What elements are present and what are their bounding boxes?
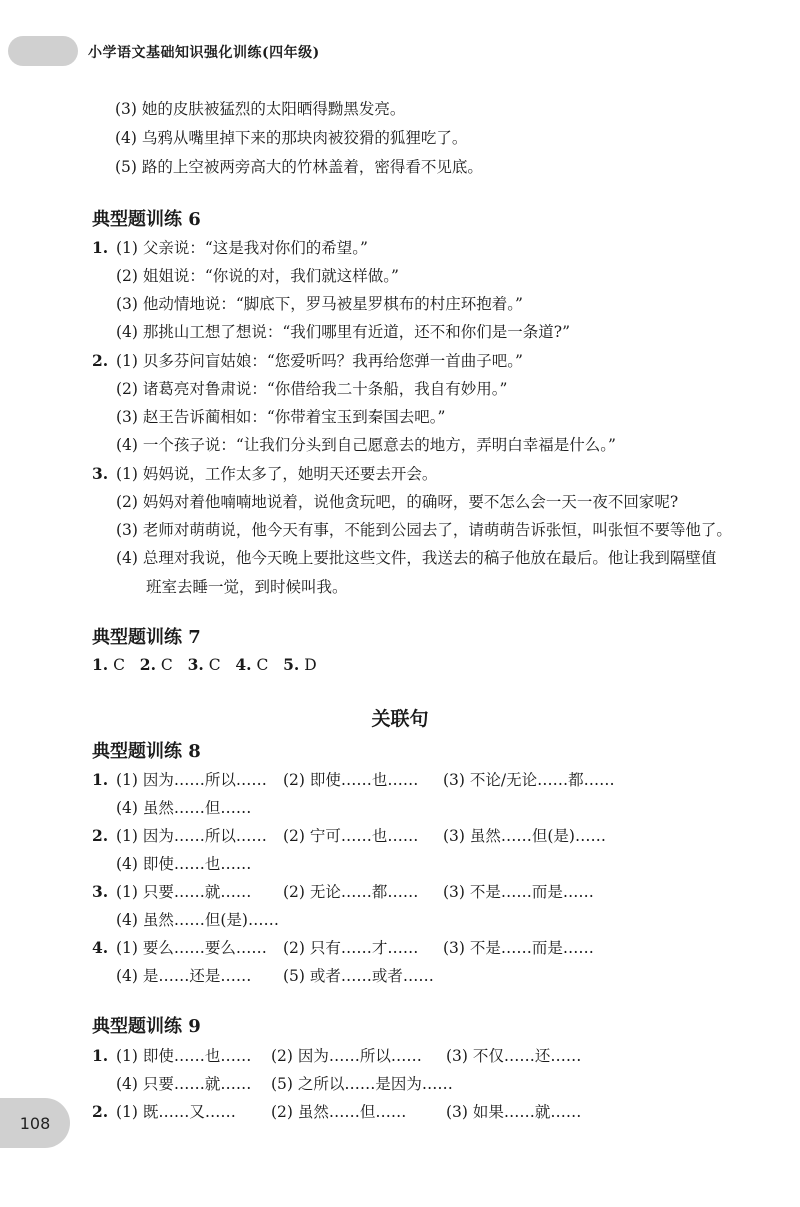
section-title: 典型题训练 8 (92, 741, 201, 762)
page-header-title: 小学语文基础知识强化训练(四年级) (88, 45, 320, 61)
section-title: 典型题训练 6 (92, 209, 201, 230)
intro-item: (4) 乌鸦从嘴里掉下来的那块肉被狡猾的狐狸吃了。 (115, 129, 468, 147)
question-line: (4) 总理对我说，他今天晚上要批这些文件，我送去的稿子他放在最后。他让我到隔壁值 (116, 549, 717, 567)
question-line: 1. (1) 即使……也…… (2) 因为……所以…… (3) 不仅……还…… (92, 1046, 582, 1065)
answer-item: 4. C (235, 655, 269, 674)
section-title: 典型题训练 7 (92, 627, 201, 648)
question-line: (4) 只要……就…… (5) 之所以……是因为…… (116, 1075, 453, 1093)
question-line: (3) 老师对萌萌说，他今天有事，不能到公园去了，请萌萌告诉张恒，叫张恒不要等他了。 (116, 521, 732, 539)
answer-item: 2. C (139, 655, 173, 674)
question-line: (4) 是……还是…… (5) 或者……或者…… (116, 967, 434, 985)
answer-item: 1. C (92, 655, 125, 674)
chapter-title: 关联句 (371, 708, 429, 730)
intro-item: (3) 她的皮肤被猛烈的太阳晒得黝黑发亮。 (115, 100, 406, 118)
question-line: (4) 虽然……但…… (116, 799, 252, 817)
question-line: (2) 诸葛亮对鲁肃说：“你借给我二十条船，我自有妙用。” (116, 380, 508, 398)
question-line: 1. (1) 因为……所以…… (2) 即使……也…… (3) 不论/无论……都…… (92, 770, 615, 789)
intro-item: (5) 路的上空被两旁高大的竹林盖着，密得看不见底。 (115, 158, 483, 176)
page-number: 108 (0, 1098, 70, 1148)
answer-item: 5. D (283, 655, 317, 674)
question-line: 2. (1) 既……又…… (2) 虽然……但…… (3) 如果……就…… (92, 1102, 582, 1121)
answer-row (92, 654, 317, 676)
question-line: (2) 姐姐说：“你说的对，我们就这样做。” (116, 267, 399, 285)
question-line: 1. (1) 父亲说：“这是我对你们的希望。” (92, 238, 368, 257)
question-line: 4. (1) 要么……要么…… (2) 只有……才…… (3) 不是……而是…… (92, 938, 594, 957)
question-line: (4) 虽然……但(是)…… (116, 911, 279, 929)
answer-item: 3. C (187, 655, 221, 674)
question-line: 3. (1) 只要……就…… (2) 无论……都…… (3) 不是……而是…… (92, 882, 594, 901)
question-line: 2. (1) 因为……所以…… (2) 宁可……也…… (3) 虽然……但(是)…… (92, 826, 606, 845)
question-line: 3. (1) 妈妈说，工作太多了，她明天还要去开会。 (92, 464, 438, 483)
question-line: (3) 他动情地说：“脚底下，罗马被星罗棋布的村庄环抱着。” (116, 295, 523, 313)
question-line: 2. (1) 贝多芬问盲姑娘：“您爱听吗？我再给您弹一首曲子吧。” (92, 351, 523, 370)
question-line: (4) 那挑山工想了想说：“我们哪里有近道，还不和你们是一条道?” (116, 323, 571, 341)
section-title: 典型题训练 9 (92, 1016, 201, 1037)
question-line: (4) 即使……也…… (116, 855, 252, 873)
header-tab (8, 36, 78, 66)
question-line: (4) 一个孩子说：“让我们分头到自己愿意去的地方，弄明白幸福是什么。” (116, 436, 616, 454)
question-line: (3) 赵王告诉蔺相如：“你带着宝玉到秦国去吧。” (116, 408, 446, 426)
question-line: 班室去睡一觉，到时候叫我。 (146, 578, 348, 596)
question-line: (2) 妈妈对着他喃喃地说着，说他贪玩吧，的确呀，要不怎么会一天一夜不回家呢? (116, 493, 679, 511)
